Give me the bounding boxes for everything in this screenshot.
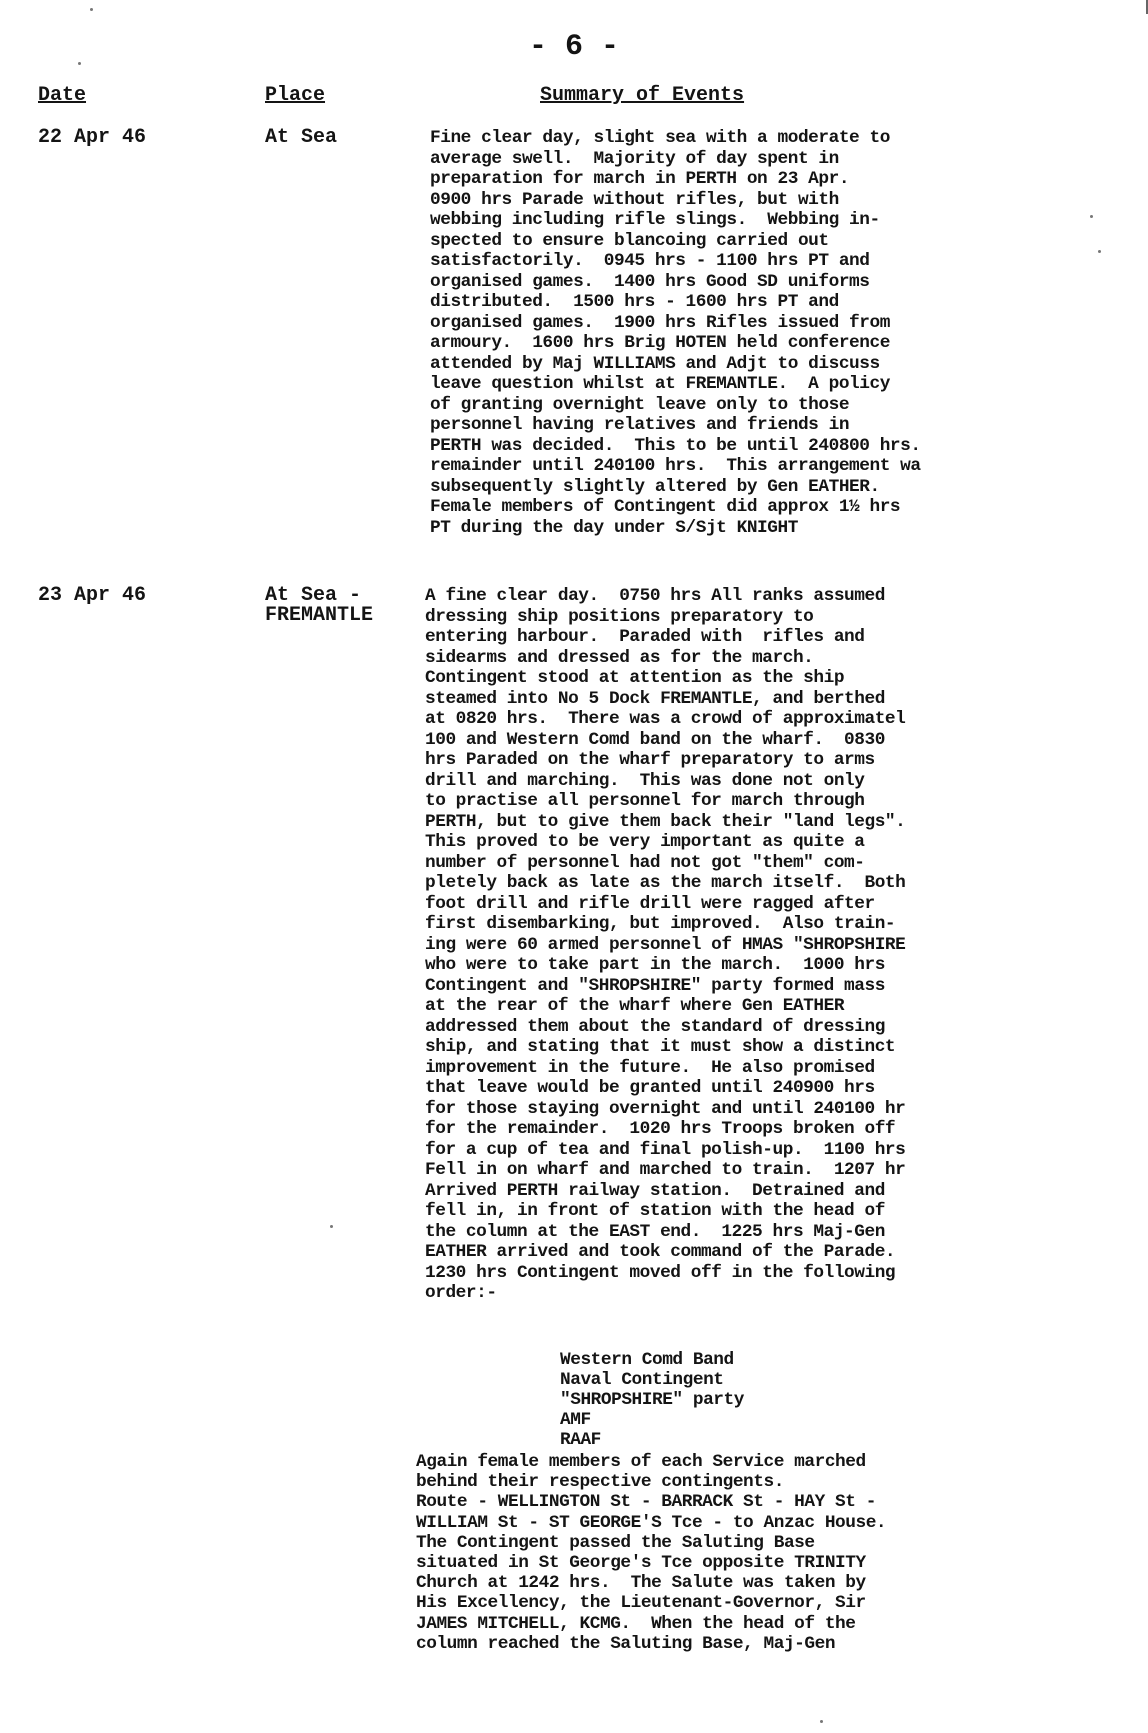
header-summary: Summary of Events: [540, 84, 745, 107]
text-line: Route - WELLINGTON St - BARRACK St - HAY St -: [416, 1492, 876, 1513]
text-line: foot drill and rifle drill were ragged after: [425, 893, 875, 914]
text-line: 0900 hrs Parade without rifles, but with: [430, 189, 839, 210]
entry-summary: [430, 128, 1130, 538]
entry-date: 22 Apr 46: [38, 126, 147, 149]
text-line: "SHROPSHIRE" party: [560, 1390, 744, 1410]
text-line: organised games. 1900 hrs Rifles issued from: [430, 312, 890, 333]
entry-place: At Sea: [265, 126, 338, 149]
text-line: sidearms and dressed as for the march.: [425, 647, 814, 668]
text-line: number of personnel had not got "them" com-: [425, 852, 865, 873]
entry-summary: [425, 586, 1125, 1304]
text-line: of granting overnight leave only to those: [430, 394, 850, 415]
text-line: Female members of Contingent did approx 1½ hrs: [430, 497, 901, 517]
text-line: who were to take part in the march. 1000 hrs: [425, 955, 885, 975]
text-line: for a cup of tea and final polish-up. 1100 hrs: [425, 1139, 906, 1160]
text-line: dressing ship positions preparatory to: [425, 606, 814, 627]
text-line: JAMES MITCHELL, KCMG. When the head of the: [416, 1613, 856, 1634]
header-date: Date: [38, 84, 87, 107]
text-line: webbing including rifle slings. Webbing in-: [430, 210, 880, 230]
scan-speck: [820, 1720, 823, 1723]
text-line: A fine clear day. 0750 hrs All ranks assumed: [425, 586, 885, 606]
text-line: addressed them about the standard of dressing: [425, 1016, 885, 1037]
text-line: behind their respective contingents.: [416, 1472, 784, 1493]
text-line: Contingent stood at attention as the ship: [425, 668, 845, 688]
text-line: EATHER arrived and took command of the Parade.: [425, 1242, 896, 1262]
text-line: Western Comd Band: [560, 1350, 734, 1370]
text-line: PERTH, but to give them back their "land legs".: [425, 811, 906, 832]
text-line: that leave would be granted until 240900 hrs: [425, 1078, 875, 1098]
text-line: WILLIAM St - ST GEORGE'S Tce - to Anzac House.: [416, 1512, 887, 1533]
text-line: average swell. Majority of day spent in: [430, 148, 839, 169]
text-line: AMF: [560, 1410, 591, 1430]
text-line: satisfactorily. 0945 hrs - 1100 hrs PT and: [430, 251, 870, 271]
text-line: leave question whilst at FREMANTLE. A policy: [430, 374, 890, 394]
text-line: spected to ensure blancoing carried out: [430, 230, 829, 251]
text-line: Fine clear day, slight sea with a moderate to: [430, 128, 890, 148]
entry-date: 23 Apr 46: [38, 584, 147, 607]
text-line: entering harbour. Paraded with rifles and: [425, 627, 865, 647]
text-line: situated in St George's Tce opposite TRINITY: [416, 1553, 866, 1574]
text-line: at 0820 hrs. There was a crowd of approximatel: [425, 709, 906, 729]
scan-speck: [90, 8, 93, 11]
text-line: preparation for march in PERTH on 23 Apr.: [430, 169, 850, 189]
text-line: Naval Contingent: [560, 1370, 724, 1390]
text-line: distributed. 1500 hrs - 1600 hrs PT and: [430, 292, 839, 312]
text-line: The Contingent passed the Saluting Base: [416, 1532, 815, 1553]
entry-place: At Sea - FREMANTLE: [265, 584, 374, 627]
text-line: Church at 1242 hrs. The Salute was taken by: [416, 1573, 866, 1594]
text-line: ing were 60 armed personnel of HMAS "SHROPSHIRE: [425, 934, 906, 955]
text-line: personnel having relatives and friends in: [430, 415, 850, 435]
text-line: fell in, in front of station with the head of: [425, 1201, 885, 1221]
text-line: pletely back as late as the march itself. Both: [425, 873, 906, 893]
text-line: the column at the EAST end. 1225 hrs Maj-Gen: [425, 1221, 885, 1242]
text-line: remainder until 240100 hrs. This arrangement wa: [430, 456, 921, 476]
parade-order-list: [560, 1350, 744, 1450]
text-line: subsequently slightly altered by Gen EATHER.: [430, 476, 880, 497]
text-line: first disembarking, but improved. Also train-: [425, 914, 896, 934]
text-line: at the rear of the wharf where Gen EATHER: [425, 996, 845, 1016]
text-line: steamed into No 5 Dock FREMANTLE, and berthed: [425, 688, 885, 709]
text-line: armoury. 1600 hrs Brig HOTEN held conference: [430, 333, 890, 353]
scan-speck: [1098, 250, 1101, 253]
text-line: organised games. 1400 hrs Good SD uniforms: [430, 271, 870, 292]
text-line: order:-: [425, 1283, 497, 1303]
scan-speck: [78, 62, 81, 65]
page-number: - 6 -: [528, 30, 619, 64]
text-line: His Excellency, the Lieutenant-Governor, Sir: [416, 1593, 866, 1614]
text-line: 1230 hrs Contingent moved off in the following: [425, 1262, 896, 1283]
text-line: Fell in on wharf and marched to train. 1207 hr: [425, 1160, 906, 1180]
text-line: for those staying overnight and until 240100 hr: [425, 1098, 906, 1119]
text-line: Again female members of each Service marched: [416, 1452, 866, 1472]
text-line: to practise all personnel for march through: [425, 791, 865, 811]
text-line: PERTH was decided. This to be until 240800 hrs.: [430, 435, 921, 456]
text-line: attended by Maj WILLIAMS and Adjt to discuss: [430, 353, 880, 374]
header-place: Place: [265, 84, 326, 107]
text-line: RAAF: [560, 1430, 601, 1450]
text-line: for the remainder. 1020 hrs Troops broken off: [425, 1119, 896, 1139]
text-line: ship, and stating that it must show a distinct: [425, 1037, 896, 1057]
text-line: improvement in the future. He also promised: [425, 1057, 875, 1078]
text-line: Arrived PERTH railway station. Detrained and: [425, 1180, 885, 1201]
text-line: This proved to be very important as quite a: [425, 832, 865, 852]
text-line: PT during the day under S/Sjt KNIGHT: [430, 517, 798, 538]
text-line: column reached the Saluting Base, Maj-Gen: [416, 1633, 836, 1654]
scan-speck: [1090, 215, 1093, 218]
text-line: Contingent and "SHROPSHIRE" party formed mass: [425, 975, 885, 996]
entry-summary-continued: [416, 1452, 1136, 1654]
text-line: drill and marching. This was done not only: [425, 770, 865, 791]
text-line: hrs Paraded on the wharf preparatory to arms: [425, 750, 875, 770]
text-line: 100 and Western Comd band on the wharf. 0830: [425, 729, 885, 750]
scan-speck: [330, 1225, 333, 1228]
